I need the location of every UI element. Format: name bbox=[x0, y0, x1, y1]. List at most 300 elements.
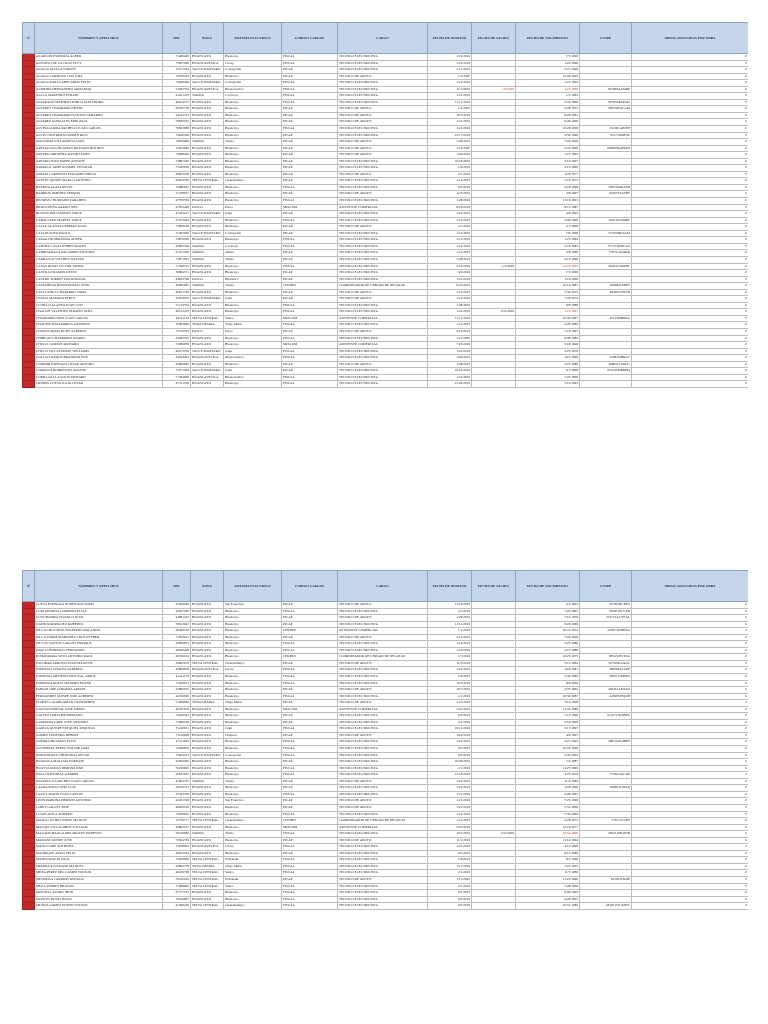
birth-date-cell[interactable]: 6/20/1993 bbox=[516, 890, 580, 897]
system-cell[interactable]: San Francisco bbox=[224, 602, 282, 609]
position-cell[interactable]: ASISTENTE COMERCIAL bbox=[338, 706, 428, 713]
zone-cell[interactable]: HUANCAYO bbox=[191, 772, 224, 779]
code-cell[interactable]: FISCAL bbox=[282, 752, 338, 759]
position-cell[interactable]: TECNICO ELECTRICISTA bbox=[338, 739, 428, 746]
works-count-cell[interactable]: 0 bbox=[632, 706, 749, 713]
position-cell[interactable]: TECNICO ELECTRICISTA bbox=[338, 270, 428, 277]
code-cell[interactable]: MIXCOM bbox=[282, 342, 338, 349]
name-cell[interactable]: ALFONSO DE LA CRUZ ELVY bbox=[35, 60, 163, 67]
name-cell[interactable]: CHAUPIS MATAMOROS ANTHONY bbox=[35, 322, 163, 329]
works-count-cell[interactable]: 0 bbox=[632, 615, 749, 622]
code-cell[interactable]: FISCAL bbox=[282, 765, 338, 772]
name-cell[interactable]: ALMEIDA HERNANDEZ ARMANDO bbox=[35, 86, 163, 93]
system-cell[interactable]: Huancayo bbox=[224, 713, 282, 720]
system-cell[interactable]: Huancayo bbox=[224, 785, 282, 792]
position-cell[interactable]: TECNICO ELECTRICISTA bbox=[338, 850, 428, 857]
start-date-cell[interactable]: 1/29/2019 bbox=[428, 152, 472, 159]
start-date-cell[interactable]: 2/1/2019 bbox=[428, 765, 472, 772]
works-count-cell[interactable]: 0 bbox=[632, 674, 749, 681]
works-count-cell[interactable]: 0 bbox=[632, 654, 749, 661]
system-cell[interactable]: Huancavelica bbox=[224, 86, 282, 93]
code-cell[interactable]: FISCAL bbox=[282, 198, 338, 205]
code-cell[interactable]: FISCAL bbox=[282, 903, 338, 910]
works-count-cell[interactable]: 0 bbox=[632, 870, 749, 877]
system-cell[interactable]: Huancayo bbox=[224, 890, 282, 897]
code-cell[interactable]: PICAP bbox=[282, 230, 338, 237]
system-cell[interactable]: Huachaca bbox=[224, 276, 282, 283]
code-cell[interactable]: PICAP bbox=[282, 798, 338, 805]
position-cell[interactable]: TECNICO ELECTRICISTA bbox=[338, 217, 428, 224]
code-cell[interactable]: FISCAL bbox=[282, 374, 338, 381]
code-cell[interactable]: FISCAL bbox=[282, 667, 338, 674]
works-count-cell[interactable]: 0 bbox=[632, 315, 749, 322]
birth-date-cell[interactable]: 11/24/1980 bbox=[516, 706, 580, 713]
position-cell[interactable]: TECNICO ELECTRICISTA bbox=[338, 276, 428, 283]
works-count-cell[interactable]: 0 bbox=[632, 230, 749, 237]
birth-date-cell[interactable]: 5/24/1990 bbox=[516, 99, 580, 106]
system-cell[interactable]: Huancayo bbox=[224, 765, 282, 772]
birth-date-cell[interactable]: 5/28/1975 bbox=[516, 106, 580, 113]
code-cell[interactable]: FISCAL bbox=[282, 863, 338, 870]
position-cell[interactable]: TECNICO ELECTRICISTA bbox=[338, 178, 428, 185]
cuspp-cell[interactable]: 450213MLPNR bbox=[580, 831, 632, 838]
code-cell[interactable]: PICAP bbox=[282, 778, 338, 785]
start-date-cell[interactable]: 11/11/2019 bbox=[428, 315, 472, 322]
position-cell[interactable]: ASISTENTE COMERCIAL bbox=[338, 824, 428, 831]
birth-date-cell[interactable]: 5/31/1990 bbox=[516, 804, 580, 811]
start-date-cell[interactable]: 10/30/2019 bbox=[428, 759, 472, 766]
dni-cell[interactable]: 72923046 bbox=[163, 145, 191, 152]
birth-date-cell[interactable]: 9/29/1996 bbox=[516, 119, 580, 126]
system-cell[interactable]: Huancayo bbox=[224, 335, 282, 342]
name-cell[interactable]: CAPCHA CASAS RUBEN MATEO bbox=[35, 243, 163, 250]
zone-cell[interactable]: HUANCAYO bbox=[191, 145, 224, 152]
dni-cell[interactable]: 44412315 bbox=[163, 112, 191, 119]
name-cell[interactable]: BUSTOS POLO EDWIN JOSUE bbox=[35, 211, 163, 218]
code-cell[interactable]: FISCAL bbox=[282, 184, 338, 191]
name-cell[interactable]: CABALLERO MARTEL JOSUE bbox=[35, 217, 163, 224]
dni-cell[interactable]: 74879599 bbox=[163, 237, 191, 244]
dni-cell[interactable]: 20965085 bbox=[163, 283, 191, 290]
zone-cell[interactable]: HUANCAYO bbox=[191, 759, 224, 766]
code-cell[interactable]: PICAP bbox=[282, 145, 338, 152]
zone-cell[interactable]: HUANCAYO bbox=[191, 647, 224, 654]
system-cell[interactable]: Tarma bbox=[224, 778, 282, 785]
position-cell[interactable]: TECNICO ELECTRICISTA bbox=[338, 890, 428, 897]
code-cell[interactable]: CHCBIN bbox=[282, 818, 338, 825]
start-date-cell[interactable]: 1/29/2019 bbox=[428, 615, 472, 622]
code-cell[interactable]: PICAP bbox=[282, 270, 338, 277]
birth-date-cell[interactable]: 11/27/1995 bbox=[516, 765, 580, 772]
dni-cell[interactable]: 71338057 bbox=[163, 191, 191, 198]
birth-date-cell[interactable]: 7/15/1979 bbox=[516, 615, 580, 622]
name-cell[interactable]: DE LA TORRE MARTINEZ CRUZ ESTHER bbox=[35, 634, 163, 641]
birth-date-cell[interactable]: 7/22/1996 bbox=[516, 139, 580, 146]
works-count-cell[interactable]: 0 bbox=[632, 608, 749, 615]
position-cell[interactable]: TECNICO ELECTRICISTA bbox=[338, 263, 428, 270]
works-count-cell[interactable]: 0 bbox=[632, 243, 749, 250]
start-date-cell[interactable]: 2/13/2019 bbox=[428, 634, 472, 641]
position-cell[interactable]: TECNICO ELECTRICISTA bbox=[338, 719, 428, 726]
works-count-cell[interactable]: 0 bbox=[632, 54, 749, 61]
birth-date-cell[interactable]: 5/10/1993 bbox=[516, 381, 580, 388]
name-cell[interactable]: MEDINA ALVARADO MANUEL bbox=[35, 863, 163, 870]
birth-date-cell[interactable]: 7/20/1974 bbox=[516, 296, 580, 303]
system-cell[interactable]: Pichanaki bbox=[224, 857, 282, 864]
system-cell[interactable]: Huancavelica bbox=[224, 355, 282, 362]
code-cell[interactable]: FISCAL bbox=[282, 54, 338, 61]
dni-cell[interactable]: 44264494 bbox=[163, 355, 191, 362]
name-cell[interactable]: CAMACHO MIRANDA ALBER bbox=[35, 237, 163, 244]
start-date-cell[interactable]: 1/21/2019 bbox=[428, 818, 472, 825]
code-cell[interactable]: PICAP bbox=[282, 615, 338, 622]
code-cell[interactable]: FISCAL bbox=[282, 680, 338, 687]
name-cell[interactable]: BARRIOS JIMENEZ YERSON bbox=[35, 191, 163, 198]
name-cell[interactable]: MATEO MAYTA SAUL bbox=[35, 857, 163, 864]
birth-date-cell[interactable]: 9/8/1988 bbox=[516, 302, 580, 309]
dni-cell[interactable]: 70543338 bbox=[163, 791, 191, 798]
dni-cell[interactable]: 47709559 bbox=[163, 198, 191, 205]
name-cell[interactable]: CASTRO TORRES DAVID ROSAL bbox=[35, 276, 163, 283]
zone-cell[interactable]: VALLE MANTARO bbox=[191, 368, 224, 375]
dni-cell[interactable]: 75938094 bbox=[163, 844, 191, 851]
start-date-cell[interactable]: 10/11/2019 bbox=[428, 726, 472, 733]
name-cell[interactable]: INGARUCA SANCHEZ JUAN CARLOS bbox=[35, 778, 163, 785]
birth-date-cell[interactable]: 7/3/1996 bbox=[516, 270, 580, 277]
name-cell[interactable]: ANCAJIMA VILLANUEVA DAVI bbox=[35, 139, 163, 146]
system-cell[interactable]: Huancayo bbox=[224, 739, 282, 746]
works-count-cell[interactable]: 0 bbox=[632, 302, 749, 309]
position-cell[interactable]: TECNICO DE APOYO bbox=[338, 687, 428, 694]
zone-cell[interactable]: HUANCAYO bbox=[191, 381, 224, 388]
birth-date-cell[interactable]: 1/25/1994 bbox=[516, 237, 580, 244]
dni-cell[interactable]: 43856873 bbox=[163, 641, 191, 648]
dni-cell[interactable]: 15756771 bbox=[163, 818, 191, 825]
system-cell[interactable]: Chanchamayo bbox=[224, 903, 282, 910]
column-header[interactable]: CUSPP bbox=[580, 571, 632, 602]
position-cell[interactable]: TECNICO ELECTRICISTA bbox=[338, 831, 428, 838]
dni-cell[interactable]: 40803237 bbox=[163, 824, 191, 831]
position-cell[interactable]: TECNICO ELECTRICISTA bbox=[338, 608, 428, 615]
name-cell[interactable]: ASPAJO CARDENAS EDUARDO DIEGO bbox=[35, 171, 163, 178]
name-cell[interactable]: FABIAN ORE CORAIMA ARDON bbox=[35, 687, 163, 694]
works-count-cell[interactable]: 0 bbox=[632, 903, 749, 910]
system-cell[interactable]: Huancayo bbox=[224, 719, 282, 726]
dni-cell[interactable]: 20815967 bbox=[163, 772, 191, 779]
position-cell[interactable]: TECNICO ELECTRICISTA bbox=[338, 870, 428, 877]
dni-cell[interactable]: 71110008 bbox=[163, 732, 191, 739]
position-cell[interactable]: TECNICO ELECTRICISTA bbox=[338, 752, 428, 759]
code-cell[interactable]: FISCAL bbox=[282, 896, 338, 903]
start-date-cell[interactable]: 8/16/2019 bbox=[428, 204, 472, 211]
position-cell[interactable]: TECNICO ELECTRICISTA bbox=[338, 335, 428, 342]
works-count-cell[interactable]: 0 bbox=[632, 680, 749, 687]
start-date-cell[interactable]: 1/11/2019 bbox=[428, 67, 472, 74]
system-cell[interactable]: Huancayo bbox=[224, 191, 282, 198]
dni-cell[interactable]: 41963755 bbox=[163, 778, 191, 785]
code-cell[interactable]: FISCAL bbox=[282, 335, 338, 342]
birth-date-cell[interactable]: 7/9/1996 bbox=[516, 230, 580, 237]
position-cell[interactable]: TECNICO ELECTRICISTA bbox=[338, 903, 428, 910]
position-cell[interactable]: TECNICO ELECTRICISTA bbox=[338, 857, 428, 864]
birth-date-cell[interactable]: 8/13/1980 bbox=[516, 850, 580, 857]
birth-date-cell[interactable]: 12/8/1990 bbox=[516, 785, 580, 792]
start-date-cell[interactable]: 1/15/2020 bbox=[428, 145, 472, 152]
start-date-cell[interactable]: 1/28/2019 bbox=[428, 302, 472, 309]
position-cell[interactable]: TECNICO ELECTRICISTA bbox=[338, 302, 428, 309]
name-cell[interactable]: LAZO LAVADO JUAN CARLOS bbox=[35, 791, 163, 798]
zone-cell[interactable]: HUANCAYO bbox=[191, 739, 224, 746]
position-cell[interactable]: AYUDANTE COMERCIAL bbox=[338, 628, 428, 635]
zone-cell[interactable]: TARMA bbox=[191, 139, 224, 146]
birth-date-cell[interactable]: 3/25/1979 bbox=[516, 772, 580, 779]
code-cell[interactable]: MIXCOM bbox=[282, 204, 338, 211]
code-cell[interactable]: FISCAL bbox=[282, 93, 338, 100]
dni-cell[interactable]: 76813023 bbox=[163, 621, 191, 628]
start-date-cell[interactable]: 9/2/2019 bbox=[428, 890, 472, 897]
zone-cell[interactable]: TARMA bbox=[191, 243, 224, 250]
name-cell[interactable]: MANCO ORE ANTHONY bbox=[35, 844, 163, 851]
position-cell[interactable]: TECNICO ELECTRICISTA bbox=[338, 791, 428, 798]
birth-date-cell[interactable]: 1/5/1983 bbox=[516, 93, 580, 100]
cuspp-cell[interactable]: 659102JAMRT bbox=[580, 217, 632, 224]
birth-date-cell[interactable]: 2/18/1983 bbox=[516, 243, 580, 250]
column-header[interactable]: DNI bbox=[163, 23, 191, 54]
works-count-cell[interactable]: 0 bbox=[632, 289, 749, 296]
position-cell[interactable]: TECNICO ELECTRICISTA bbox=[338, 772, 428, 779]
code-cell[interactable]: FISCAL bbox=[282, 693, 338, 700]
column-header[interactable]: CODIGO CARGOS bbox=[282, 571, 338, 602]
code-cell[interactable]: PICAP bbox=[282, 660, 338, 667]
cuspp-cell[interactable]: 327593EAAOC bbox=[580, 660, 632, 667]
name-cell[interactable]: ARTEAGANA HUAMAN RICHARD HOLDEN bbox=[35, 145, 163, 152]
start-date-cell[interactable]: 1/9/2019 bbox=[428, 165, 472, 172]
zone-cell[interactable]: HUANCAYO bbox=[191, 184, 224, 191]
code-cell[interactable]: MIXCOM bbox=[282, 706, 338, 713]
name-cell[interactable]: GALVEZ LIMACHE EMERSON bbox=[35, 713, 163, 720]
birth-date-cell[interactable]: 12/19/1977 bbox=[516, 824, 580, 831]
code-cell[interactable]: PICAP bbox=[282, 719, 338, 726]
dni-cell[interactable]: 41568436 bbox=[163, 903, 191, 910]
system-cell[interactable]: Tarma bbox=[224, 256, 282, 263]
system-cell[interactable]: Lircay bbox=[224, 60, 282, 67]
birth-date-cell[interactable]: 7/25/1999 bbox=[516, 798, 580, 805]
start-date-cell[interactable]: 9/2/2019 bbox=[428, 184, 472, 191]
cuspp-cell[interactable]: 7761151VPN bbox=[580, 818, 632, 825]
position-cell[interactable]: TECNICO ELECTRICISTA bbox=[338, 680, 428, 687]
birth-date-cell[interactable]: 10/30/1987 bbox=[516, 315, 580, 322]
birth-date-cell[interactable]: 4/28/1997 bbox=[516, 896, 580, 903]
name-cell[interactable]: MANRIQUE ARIAS FELIX bbox=[35, 850, 163, 857]
works-count-cell[interactable]: 0 bbox=[632, 184, 749, 191]
works-count-cell[interactable]: 0 bbox=[632, 890, 749, 897]
position-cell[interactable]: TECNICO ELECTRICISTA bbox=[338, 693, 428, 700]
zone-cell[interactable]: VALLE MANTARO bbox=[191, 80, 224, 87]
zone-cell[interactable]: TARMA bbox=[191, 831, 224, 838]
column-header[interactable]: SISTEMA ELECTRICO bbox=[224, 571, 282, 602]
start-date-cell[interactable]: 1/21/2019 bbox=[428, 348, 472, 355]
name-cell[interactable]: DE LA CRUZ PINO WILFREDO ROLANDO bbox=[35, 628, 163, 635]
zone-cell[interactable]: TARMA bbox=[191, 250, 224, 257]
start-date-cell[interactable]: 1/21/2019 bbox=[428, 811, 472, 818]
name-cell[interactable]: LOPEZ GALVEZ JOSE bbox=[35, 804, 163, 811]
position-cell[interactable]: TECNICO ELECTRICISTA bbox=[338, 348, 428, 355]
works-count-cell[interactable]: 0 bbox=[632, 171, 749, 178]
code-cell[interactable]: PICAP bbox=[282, 804, 338, 811]
code-cell[interactable]: FISCAL bbox=[282, 348, 338, 355]
works-count-cell[interactable]: 0 bbox=[632, 99, 749, 106]
column-header[interactable]: NOMBRES Y APELLIDOS bbox=[35, 571, 163, 602]
code-cell[interactable]: FISCAL bbox=[282, 811, 338, 818]
system-cell[interactable]: Huancayo bbox=[224, 654, 282, 661]
system-cell[interactable]: Huancayo bbox=[224, 119, 282, 126]
dni-cell[interactable]: 43027436 bbox=[163, 608, 191, 615]
start-date-cell[interactable]: 2/1/2019 bbox=[428, 224, 472, 231]
birth-date-cell[interactable]: 3/27/1996 bbox=[516, 67, 580, 74]
works-count-cell[interactable]: 0 bbox=[632, 798, 749, 805]
dni-cell[interactable]: 40603558 bbox=[163, 171, 191, 178]
works-count-cell[interactable]: 0 bbox=[632, 139, 749, 146]
start-date-cell[interactable]: 1/21/2019 bbox=[428, 804, 472, 811]
zone-cell[interactable]: HUANCAYO bbox=[191, 896, 224, 903]
start-date-cell[interactable]: 11/7/2019 bbox=[428, 86, 472, 93]
works-count-cell[interactable]: 0 bbox=[632, 739, 749, 746]
dni-cell[interactable]: 47311558 bbox=[163, 381, 191, 388]
cuspp-cell[interactable]: 653951CRDE bbox=[580, 876, 632, 883]
position-cell[interactable]: TECNICO DE APOYO bbox=[338, 660, 428, 667]
system-cell[interactable]: Huancayo bbox=[224, 198, 282, 205]
position-cell[interactable]: TECNICO DE APOYO bbox=[338, 615, 428, 622]
code-cell[interactable]: PICAP bbox=[282, 368, 338, 375]
code-cell[interactable]: FISCAL bbox=[282, 831, 338, 838]
position-cell[interactable]: TECNICO ELECTRICISTA bbox=[338, 322, 428, 329]
cuspp-cell[interactable]: 612571JGSBEN bbox=[580, 713, 632, 720]
system-cell[interactable]: Jauja bbox=[224, 726, 282, 733]
start-date-cell[interactable]: 1/21/2019 bbox=[428, 374, 472, 381]
code-cell[interactable]: PICAP bbox=[282, 621, 338, 628]
position-cell[interactable]: TECNICO ELECTRICISTA bbox=[338, 765, 428, 772]
dni-cell[interactable]: 44832766 bbox=[163, 276, 191, 283]
position-cell[interactable]: TECNICO ELECTRICISTA bbox=[338, 54, 428, 61]
dni-cell[interactable]: 72086667 bbox=[163, 184, 191, 191]
name-cell[interactable]: GUERRA HUAMAN ELVIS bbox=[35, 739, 163, 746]
dni-cell[interactable]: 47913494 bbox=[163, 217, 191, 224]
position-cell[interactable]: TECNICO DE APOYO bbox=[338, 191, 428, 198]
start-date-cell[interactable]: 12/20/2019 bbox=[428, 381, 472, 388]
zone-cell[interactable]: HUANCAVELICA bbox=[191, 844, 224, 851]
start-date-cell[interactable]: 3/25/2019 bbox=[428, 706, 472, 713]
birth-date-cell[interactable]: 8/5/1996 bbox=[516, 857, 580, 864]
birth-date-cell[interactable]: 7/25/1997 bbox=[516, 608, 580, 615]
dni-cell[interactable]: 71859021 bbox=[163, 634, 191, 641]
position-cell[interactable]: TECNICO ELECTRICISTA bbox=[338, 355, 428, 362]
zone-cell[interactable]: HUANCAYO bbox=[191, 719, 224, 726]
start-date-cell[interactable]: 11/11/2019 bbox=[428, 621, 472, 628]
name-cell[interactable]: CALLPA SOTO PAOLA bbox=[35, 230, 163, 237]
name-cell[interactable]: CORDOVA RODRIGUEZ MIGUEL bbox=[35, 368, 163, 375]
birth-date-cell[interactable]: 1/21/1995 bbox=[516, 152, 580, 159]
birth-date-cell[interactable]: 4/5/1993 bbox=[516, 602, 580, 609]
works-count-cell[interactable]: 0 bbox=[632, 844, 749, 851]
start-date-cell[interactable]: 1/21/2019 bbox=[428, 700, 472, 707]
works-count-cell[interactable]: 0 bbox=[632, 804, 749, 811]
birth-date-cell[interactable]: 12/25/1995 bbox=[516, 263, 580, 270]
name-cell[interactable]: DE LOS SANTOS CARLOS ENRIQUE bbox=[35, 641, 163, 648]
system-cell[interactable]: Huancayo bbox=[224, 791, 282, 798]
start-date-cell[interactable]: 9/3/2019 bbox=[428, 850, 472, 857]
dni-cell[interactable]: 71304849 bbox=[163, 374, 191, 381]
dni-cell[interactable]: 46031729 bbox=[163, 289, 191, 296]
code-cell[interactable]: FISCAL bbox=[282, 237, 338, 244]
dni-cell[interactable]: 45094495 bbox=[163, 759, 191, 766]
position-cell[interactable]: COORDINADOR DE UNIDAD DE NEGOCIO bbox=[338, 818, 428, 825]
code-cell[interactable]: FISCAL bbox=[282, 322, 338, 329]
birth-date-cell[interactable]: 8/6/1996 bbox=[516, 680, 580, 687]
start-date-cell[interactable]: 1/14/2019 bbox=[428, 641, 472, 648]
dni-cell[interactable]: 20803778 bbox=[163, 863, 191, 870]
dni-cell[interactable]: 74599620 bbox=[163, 811, 191, 818]
cuspp-cell[interactable]: 205906AAMRP bbox=[580, 86, 632, 93]
works-count-cell[interactable]: 0 bbox=[632, 211, 749, 218]
dni-cell[interactable]: 40934760 bbox=[163, 178, 191, 185]
column-header[interactable]: ZONA bbox=[191, 23, 224, 54]
start-date-cell[interactable]: 1/21/2019 bbox=[428, 243, 472, 250]
zone-cell[interactable]: TINGO MARIA bbox=[191, 322, 224, 329]
start-date-cell[interactable]: 1/21/2019 bbox=[428, 322, 472, 329]
works-count-cell[interactable]: 0 bbox=[632, 119, 749, 126]
code-cell[interactable]: PICAP bbox=[282, 602, 338, 609]
start-date-cell[interactable]: 6/3/2019 bbox=[428, 713, 472, 720]
works-count-cell[interactable]: 0 bbox=[632, 381, 749, 388]
dni-cell[interactable]: 42451328 bbox=[163, 798, 191, 805]
system-cell[interactable]: Tarma bbox=[224, 250, 282, 257]
start-date-cell[interactable]: 1/21/2019 bbox=[428, 217, 472, 224]
code-cell[interactable]: FISCAL bbox=[282, 870, 338, 877]
dni-cell[interactable]: 20619313 bbox=[163, 785, 191, 792]
cuspp-cell[interactable]: 985431ESTOA bbox=[580, 654, 632, 661]
position-cell[interactable]: TECNICO ELECTRICISTA bbox=[338, 863, 428, 870]
birth-date-cell[interactable]: 10/25/1975 bbox=[516, 654, 580, 661]
zone-cell[interactable]: HUANCAYO bbox=[191, 289, 224, 296]
zone-cell[interactable]: HUANCAYO bbox=[191, 785, 224, 792]
works-count-cell[interactable]: 0 bbox=[632, 276, 749, 283]
name-cell[interactable]: INGA CRISTOBAL GABRIEL bbox=[35, 772, 163, 779]
dni-cell[interactable]: 70864571 bbox=[163, 270, 191, 277]
zone-cell[interactable]: PASCO bbox=[191, 204, 224, 211]
works-count-cell[interactable]: 0 bbox=[632, 818, 749, 825]
cuspp-cell[interactable]: 320843JBRGT bbox=[580, 355, 632, 362]
start-date-cell[interactable]: 1/14/2019 bbox=[428, 230, 472, 237]
dni-cell[interactable]: 40912344 bbox=[163, 850, 191, 857]
system-cell[interactable]: Concepción bbox=[224, 230, 282, 237]
start-date-cell[interactable]: 12/3/2019 bbox=[428, 680, 472, 687]
zone-cell[interactable]: HUANCAYO bbox=[191, 850, 224, 857]
dni-cell[interactable]: 71405049 bbox=[163, 230, 191, 237]
system-cell[interactable]: Huancayo bbox=[224, 680, 282, 687]
position-cell[interactable]: TECNICO DE APOYO bbox=[338, 634, 428, 641]
code-cell[interactable]: PICAP bbox=[282, 211, 338, 218]
name-cell[interactable]: CARRASCO VILCHEZ WALTER bbox=[35, 256, 163, 263]
works-count-cell[interactable]: 0 bbox=[632, 883, 749, 890]
start-date-cell[interactable]: 10/7/2019 bbox=[428, 687, 472, 694]
code-cell[interactable]: FISCAL bbox=[282, 857, 338, 864]
works-count-cell[interactable]: 0 bbox=[632, 361, 749, 368]
birth-date-cell[interactable]: 7/2/1987 bbox=[516, 759, 580, 766]
dni-cell[interactable]: 72659906 bbox=[163, 857, 191, 864]
start-date-cell[interactable]: 1/15/2020 bbox=[428, 876, 472, 883]
cuspp-cell[interactable]: 609531VRRBT bbox=[580, 263, 632, 270]
dni-cell[interactable]: 77150335 bbox=[163, 328, 191, 335]
